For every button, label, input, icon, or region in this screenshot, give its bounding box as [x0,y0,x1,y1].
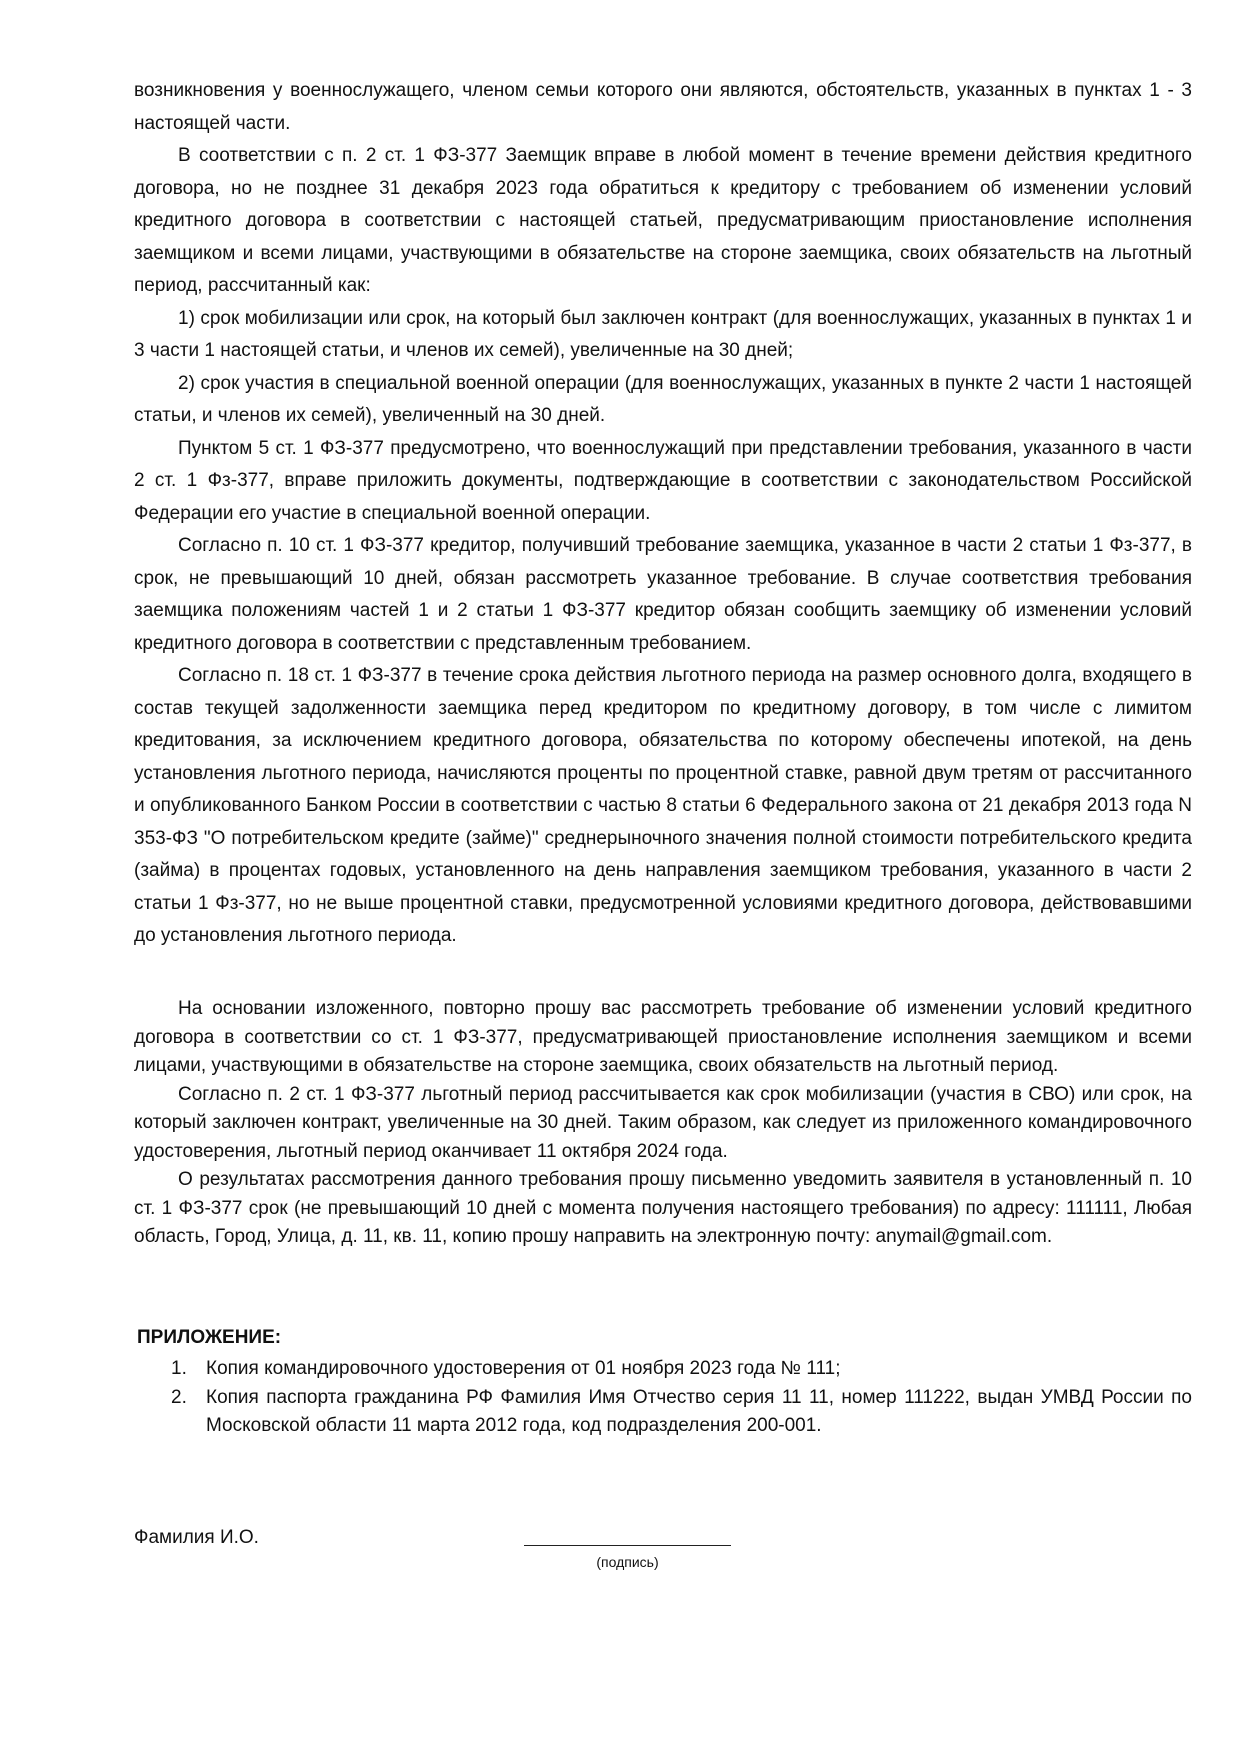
attachments-heading: ПРИЛОЖЕНИЕ: [137,1327,282,1348]
paragraph-continuation: возникновения у военнослужащего, членом семьи которого они являются, обстоятельств, указанных в пунктах 1 - 3 настоящей части. [134,80,1192,134]
attachment-item [134,1355,1192,1384]
paragraph-period: Согласно п. 2 ст. 1 ФЗ-377 льготный период рассчитывается как срок мобилизации (участия в СВО) или срок, на который заключен контракт, увеличенные на 30 дней. Таким образом, как следует из приложенного командировочного удостоверения, льготный период оканчивает 11 октября 2024 года. [134,1083,1192,1162]
signer-name: Фамилия И.О. [134,1527,259,1548]
paragraph-documents: Пунктом 5 ст. 1 ФЗ-377 предусмотрено, что военнослужащий при представлении требования, указанного в части 2 ст. 1 Фз-377, вправе приложить документы, подтверждающие в соответствии с законодательством Российской Федерации его участие в специальной военной операции. [134,437,1192,524]
attachment-number: 1. [171,1358,187,1379]
paragraph-item-2: 2) срок участия в специальной военной операции (для военнослужащих, указанных в пункте 2 части 1 настоящей статьи, и членов их семей), увеличенный на 30 дней. [134,372,1192,426]
paragraph-notify: О результатах рассмотрения данного требования прошу письменно уведомить заявителя в установленный п. 10 ст. 1 ФЗ-377 срок (не превышающий 10 дней с момента получения настоящего требования) по адресу: 111111, Любая область, Город, Улица, д. 11, кв. 11, копию прошу направить на электронную почту: anymail@gmail.com. [134,1169,1192,1247]
paragraph-interest: Согласно п. 18 ст. 1 ФЗ-377 в течение срока действия льготного периода на размер основного долга, входящего в состав текущей задолженности заемщика перед кредитором по кредитному договору, в том числе с лимитом кредитования, за исключением кредитного договора, обязательства по которому обеспечены ипотекой, на день установления льготного периода, начисляются проценты по процентной ставке, равной двум третям от рассчитанного и опубликованного Банком России в соответствии с частью 8 статьи 6 Федерального закона от 21 декабря 2013 года N 353-ФЗ "О потребительском кредите (займе)" среднерыночного значения полной стоимости потребительского кредита (займа) в процентах годовых, установленного на день направления заемщиком требования, указанного в части 2 статьи 1 Фз-377, но не выше процентной ставки, предусмотренной условиями кредитного договора, действовавшими до установления льготного периода. [134,665,1192,946]
paragraph-request: На основании изложенного, повторно прошу вас рассмотреть требование об изменении условий кредитного договора в соответствии со ст. 1 ФЗ-377, предусматривающей приостановление исполнения заемщиком и всеми лицами, участвующими в обязательстве на стороне заемщика, своих обязательств на льготный период. [134,998,1192,1076]
attachments-list [134,1355,1192,1441]
attachment-item [134,1384,1192,1441]
signature-line [524,1545,731,1546]
attachment-number: 2. [171,1386,187,1408]
paragraph-item-1: 1) срок мобилизации или срок, на который был заключен контракт (для военнослужащих, указанных в пунктах 1 и 3 части 1 настоящей статьи, и членов их семей), увеличенные на 30 дней; [134,307,1192,361]
paragraph-review-term: Согласно п. 10 ст. 1 ФЗ-377 кредитор, получивший требование заемщика, указанное в части 2 статьи 1 Фз-377, в срок, не превышающий 10 дней, обязан рассмотреть указанное требование. В случае соответствия требования заемщика положениям частей 1 и 2 статьи 1 ФЗ-377 кредитор обязан сообщить заемщику об изменении условий кредитного договора в соответствии с представленным требованием. [134,535,1192,654]
attachment-text: Копия паспорта гражданина РФ Фамилия Имя Отчество серия 11 11, номер 111222, выдан УМВД России по Московской области 11 марта 2012 года, код подразделения 200-001. [206,1386,1192,1436]
signature-caption: (подпись) [596,1554,659,1570]
body-section-request [134,995,1192,1252]
attachment-text: Копия командировочного удостоверения от 01 ноября 2023 года № 111; [206,1358,841,1379]
paragraph-borrower-right: В соответствии с п. 2 ст. 1 ФЗ-377 Заемщик вправе в любой момент в течение времени действия кредитного договора, но не позднее 31 декабря 2023 года обратиться к кредитору с требованием об изменении условий кредитного договора в соответствии с настоящей статьей, предусматривающим приостановление исполнения заемщиком и всеми лицами, участвующими в обязательстве на стороне заемщика, своих обязательств на льготный период, рассчитанный как: [134,145,1192,296]
body-section-legal-basis [134,75,1192,953]
